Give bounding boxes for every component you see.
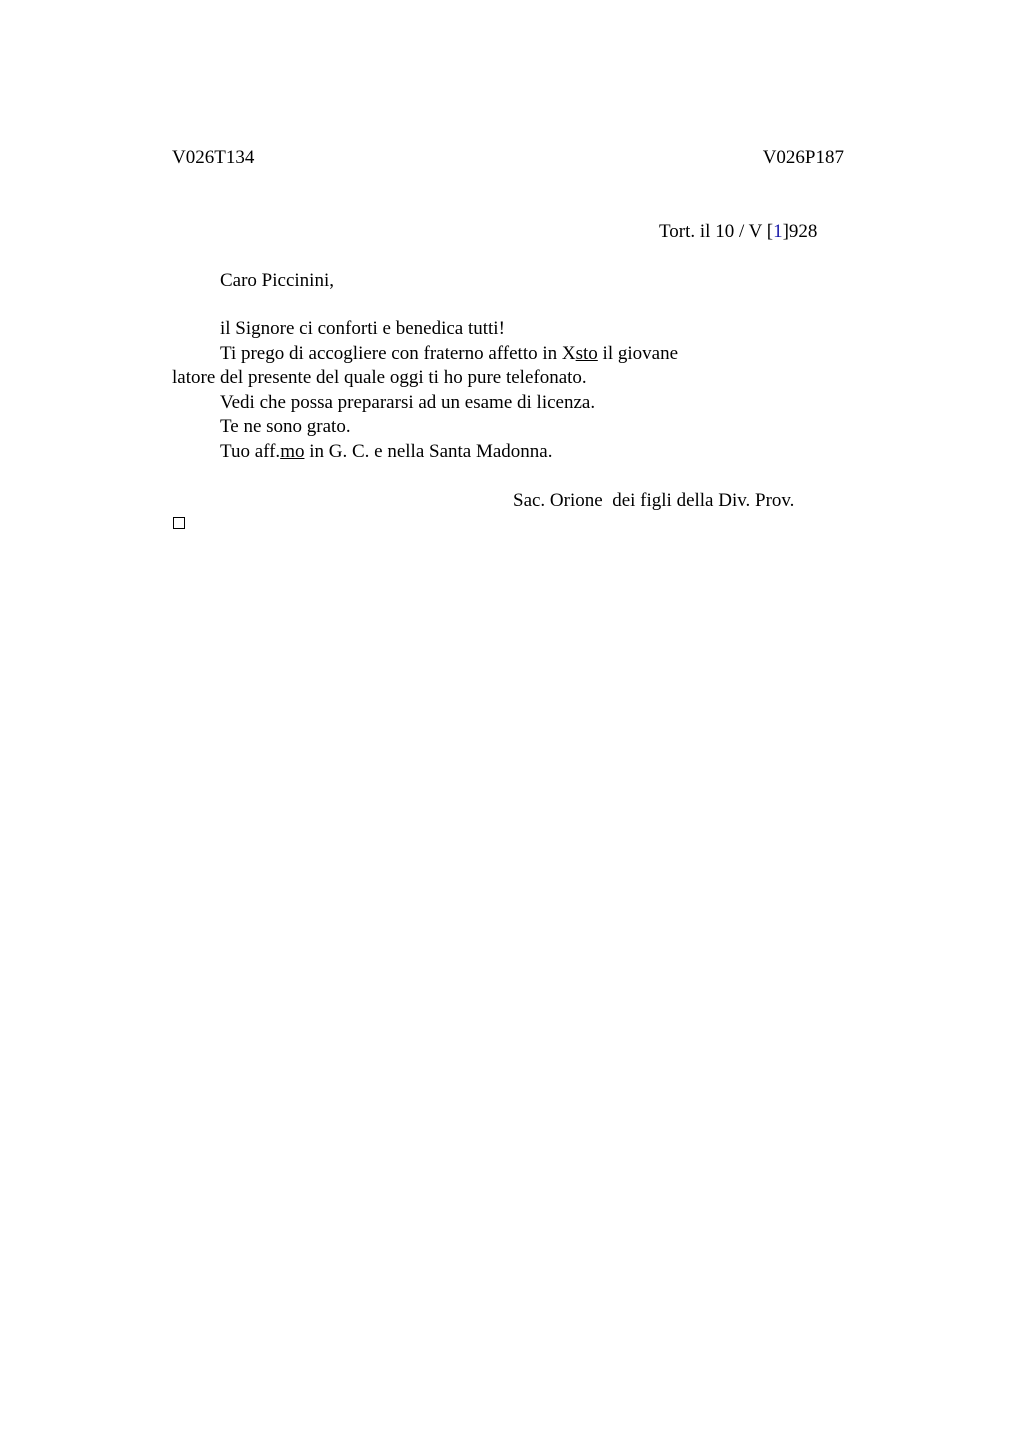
salutation: Caro Piccinini, — [220, 270, 334, 291]
body-line-2-post: il giovane — [597, 343, 678, 364]
body-line-6-post: in G. C. e nella Santa Madonna. — [304, 441, 553, 462]
left-code: V026T134 — [172, 147, 255, 168]
body-line-4: Vedi che possa prepararsi ad un esame di licenza. — [220, 392, 596, 413]
signature: Sac. Orione dei figli della Div. Prov. — [513, 490, 795, 511]
body-line-6-pre: Tuo aff. — [220, 441, 281, 462]
dateline — [659, 220, 817, 244]
dateline-suffix: ]928 — [782, 221, 818, 242]
body-line-1: il Signore ci conforti e benedica tutti! — [220, 318, 505, 339]
body-line-5: Te ne sono grato. — [220, 416, 351, 437]
body-line-2-abbrev: sto — [575, 343, 598, 364]
right-code: V026P187 — [762, 147, 844, 168]
checkbox-square-icon — [173, 517, 185, 529]
body-line-6 — [220, 440, 552, 464]
body-line-2-pre: Ti prego di accogliere con fraterno affetto in X — [220, 343, 576, 364]
dateline-prefix: Tort. il 10 / V [ — [659, 221, 774, 242]
body-line-2 — [220, 342, 678, 366]
dateline-editor-digit: 1 — [773, 221, 783, 242]
body-line-6-abbrev: mo — [280, 441, 305, 462]
body-line-3: latore del presente del quale oggi ti ho pure telefonato. — [172, 367, 587, 388]
